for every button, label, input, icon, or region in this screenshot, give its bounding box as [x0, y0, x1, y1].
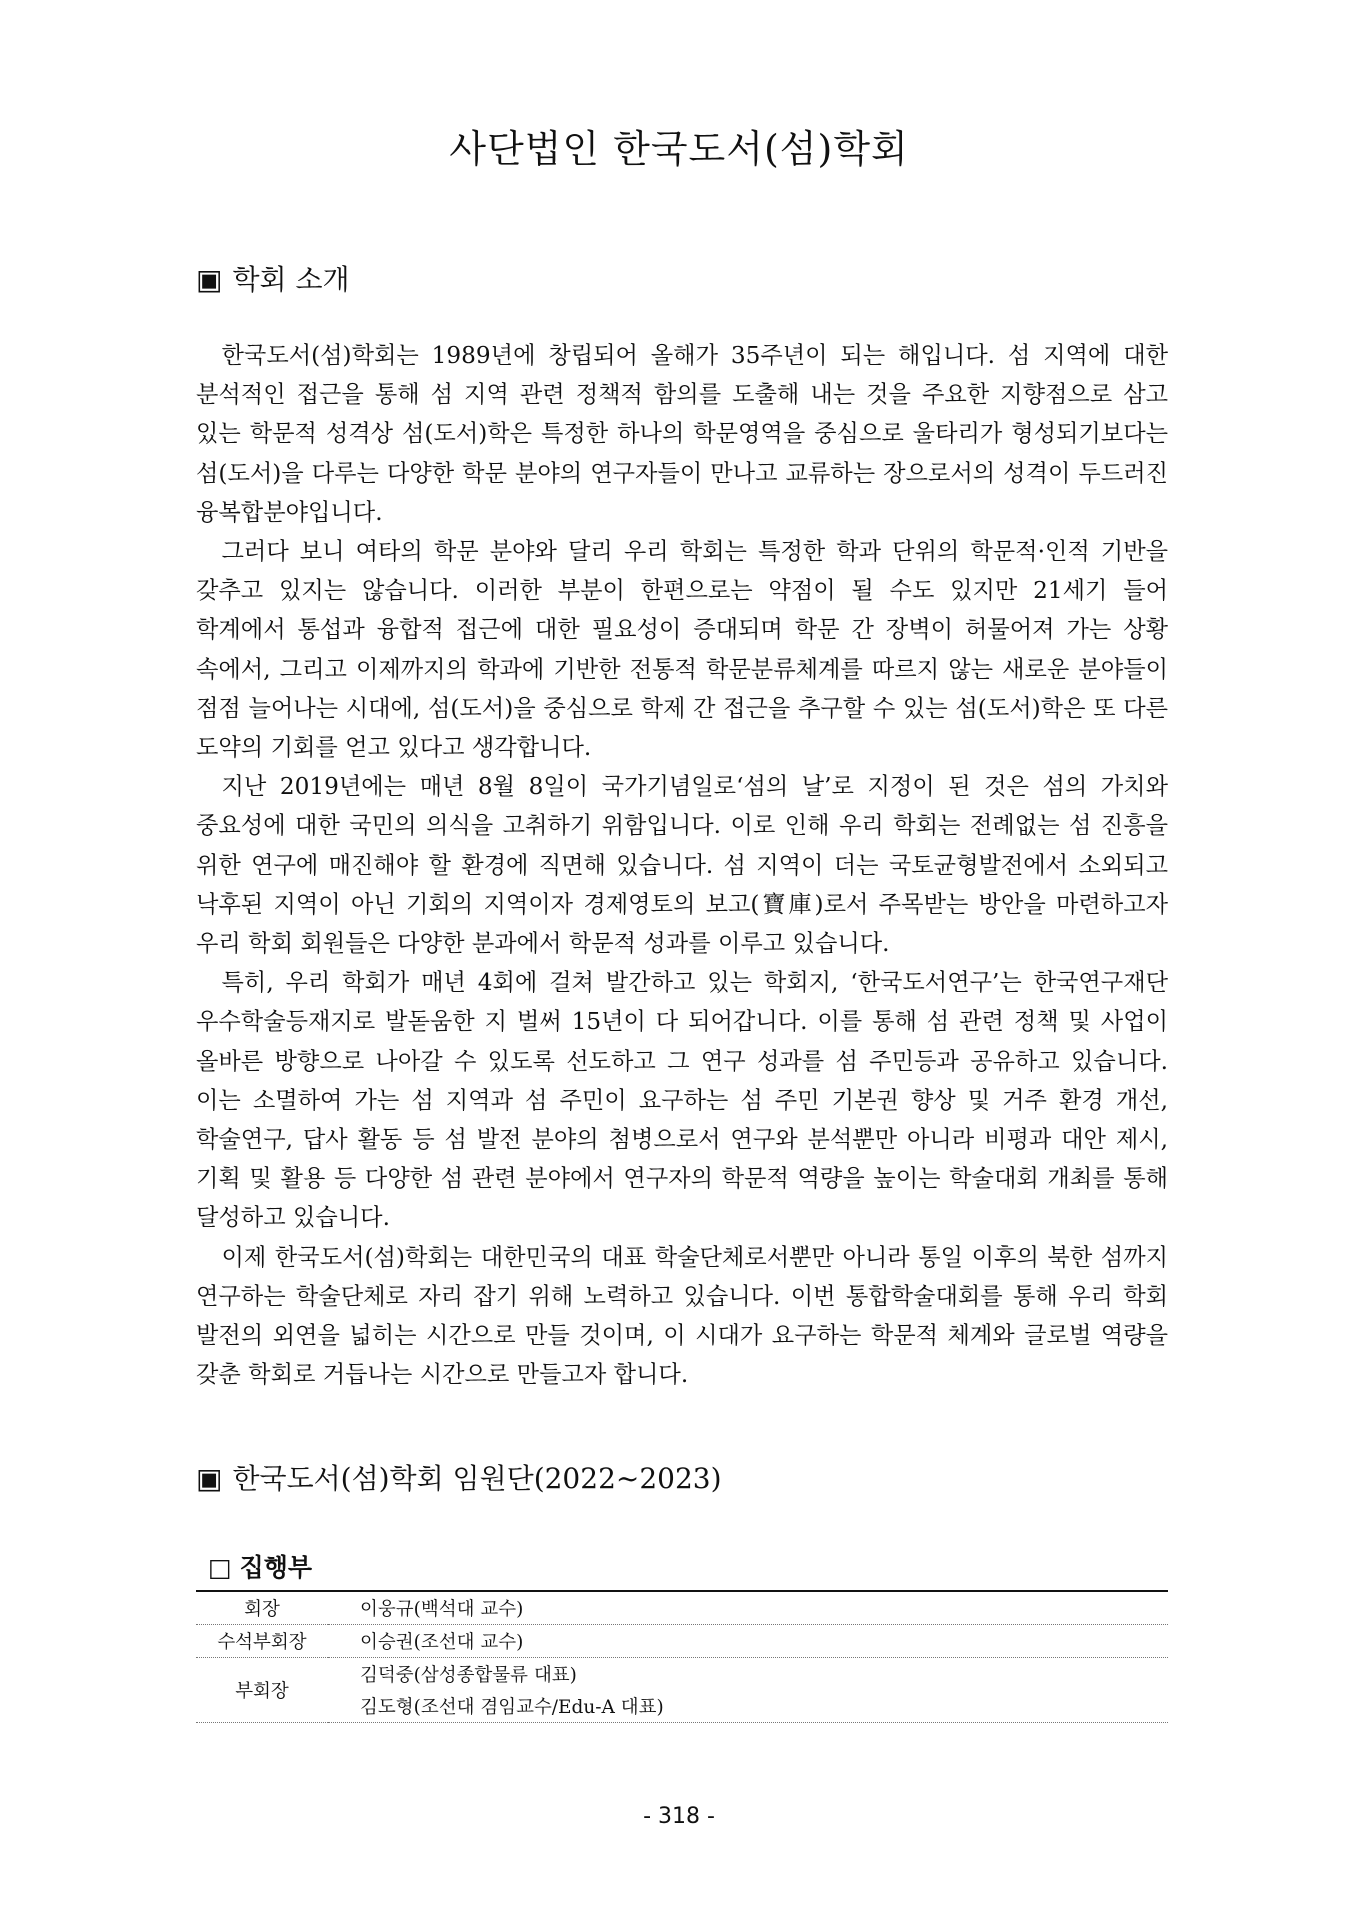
section-heading-officers [196, 1457, 722, 1497]
page-number: - 318 - [643, 1804, 715, 1829]
page-title: 사단법인 한국도서(섬)학회 [449, 127, 909, 171]
section-heading-text: 한국도서(섬)학회 임원단(2022~2023) [232, 1462, 722, 1495]
intro-paragraph: 지난 2019년에는 매년 8월 8일이 국가기념일로‘섬의 날’로 지정이 된 것은 섬의 가치와 중요성에 대한 국민의 의식을 고취하기 위함입니다. 이로 인해 우리 학회는 전례없는 섬 진흥을 위한 연구에 매진해야 할 환경에 직면해 있습니다. 섬 지역이 더는 국토균형발전에서 소외되고 낙후된 지역이 아닌 기회의 지역이자 경제영토의 보고(寶庫)로서 주목받는 방안을 마련하고자 우리 학회 회원들은 다양한 분과에서 학문적 성과를 이루고 있습니다. [196, 773, 1168, 958]
name-cell: 이웅규(백석대 교수) [328, 1591, 1168, 1625]
subsection-marker: □ [208, 1553, 232, 1582]
section-heading-intro [196, 258, 350, 298]
subsection-heading-text: 집행부 [239, 1553, 313, 1582]
intro-paragraph: 이제 한국도서(섬)학회는 대한민국의 대표 학술단체로서뿐만 아니라 통일 이후의 북한 섬까지 연구하는 학술단체로 자리 잡기 위해 노력하고 있습니다. 이번 통합학술대회를 통해 우리 학회 발전의 외연을 넓히는 시간으로 만들 것이며, 이 시대가 요구하는 학문적 체계와 글로벌 역량을 갖춘 학회로 거듭나는 시간으로 만들고자 합니다. [196, 1243, 1168, 1389]
section-heading-text: 학회 소개 [232, 263, 350, 296]
intro-paragraph: 그러다 보니 여타의 학문 분야와 달리 우리 학회는 특정한 학과 단위의 학문적·인적 기반을 갖추고 있지는 않습니다. 이러한 부분이 한편으로는 약점이 될 수도 있지만 21세기 들어 학계에서 통섭과 융합적 접근에 대한 필요성이 증대되며 학문 간 장벽이 허물어져 가는 상황 속에서, 그리고 이제까지의 학과에 기반한 전통적 학문분류체계를 따르지 않는 새로운 분야들이 점점 늘어나는 시대에, 섬(도서)을 중심으로 학제 간 접근을 추구할 수 있는 섬(도서)학은 또 다른 도약의 기회를 얻고 있다고 생각합니다. [196, 538, 1168, 762]
executive-table [196, 1590, 1168, 1723]
intro-paragraph: 특히, 우리 학회가 매년 4회에 걸쳐 발간하고 있는 학회지, ‘한국도서연구’는 한국연구재단 우수학술등재지로 발돋움한 지 벌써 15년이 다 되어갑니다. 이를 통해 섬 관련 정책 및 사업이 올바른 방향으로 나아갈 수 있도록 선도하고 그 연구 성과를 섬 주민등과 공유하고 있습니다. 이는 소멸하여 가는 섬 지역과 섬 주민이 요구하는 섬 주민 기본권 향상 및 거주 환경 개선, 학술연구, 답사 활동 등 섬 발전 분야의 첨병으로서 연구와 분석뿐만 아니라 비평과 대안 제시, 기획 및 활용 등 다양한 섬 관련 분야에서 연구자의 학문적 역량을 높이는 학술대회 개최를 통해 달성하고 있습니다. [196, 969, 1168, 1232]
table-row [196, 1625, 1168, 1658]
intro-paragraph: 한국도서(섬)학회는 1989년에 창립되어 올해가 35주년이 되는 해입니다. 섬 지역에 대한 분석적인 접근을 통해 섬 지역 관련 정책적 함의를 도출해 내는 것을 주요한 지향점으로 삼고 있는 학문적 성격상 섬(도서)학은 특정한 하나의 학문영역을 중심으로 울타리가 형성되기보다는 섬(도서)을 다루는 다양한 학문 분야의 연구자들이 만나고 교류하는 장으로서의 성격이 두드러진 융복합분야입니다. [196, 342, 1168, 526]
name-cell: 이승권(조선대 교수) [328, 1625, 1168, 1658]
table-row [196, 1658, 1168, 1691]
table-row [196, 1690, 1168, 1723]
section-marker: ▣ [196, 263, 223, 296]
table-row [196, 1591, 1168, 1625]
role-cell: 수석부회장 [196, 1625, 328, 1658]
name-cell: 김도형(조선대 겸임교수/Edu-A 대표) [360, 1697, 664, 1718]
role-cell: 회장 [196, 1591, 328, 1625]
section-marker: ▣ [196, 1462, 223, 1495]
role-cell: 부회장 [235, 1681, 289, 1702]
subsection-heading-executive [208, 1548, 312, 1584]
intro-body [196, 336, 1168, 1394]
name-cell: 김덕중(삼성종합물류 대표) [360, 1665, 577, 1686]
